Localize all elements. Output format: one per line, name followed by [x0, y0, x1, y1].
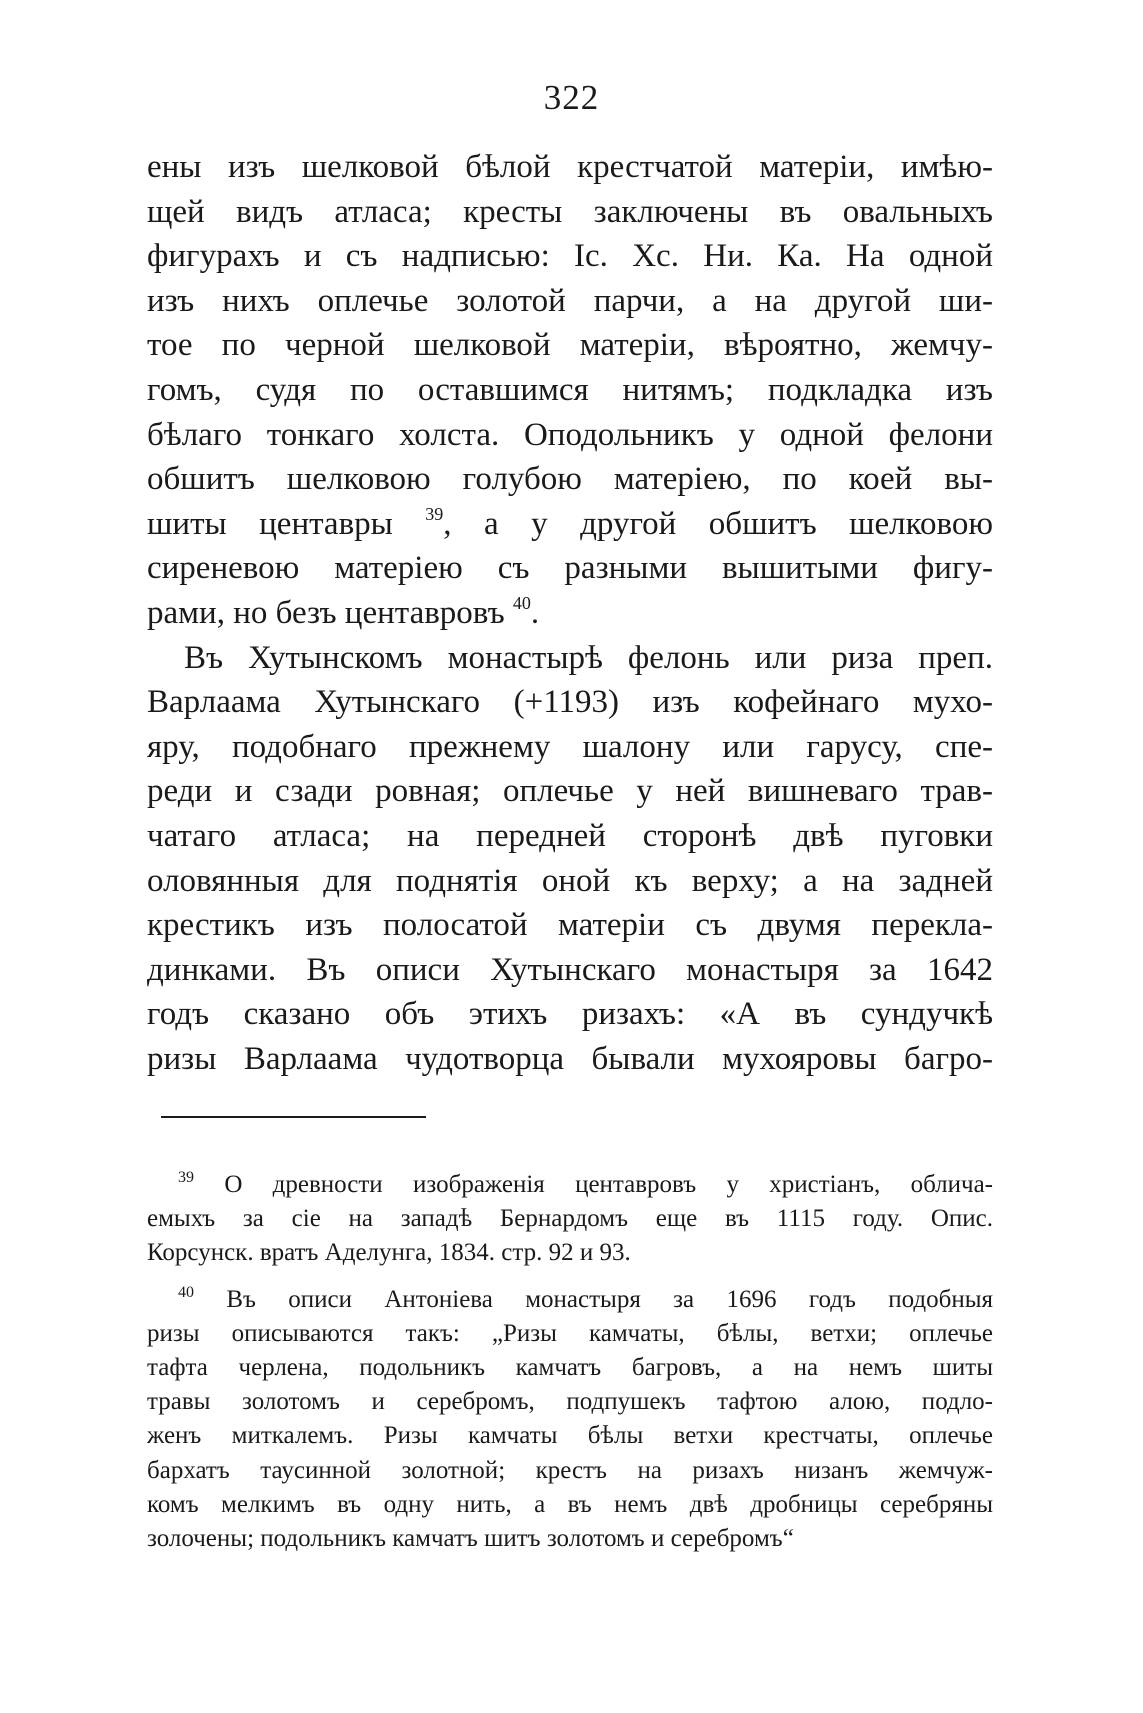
footnote-line: [147, 1283, 993, 1317]
text-line: сиреневою матеріею съ разными вышитыми фигу-: [147, 550, 993, 587]
text-line: тое по черной шелковой матеріи, вѣроятно, жемчу-: [147, 327, 993, 364]
footnote-reference-39[interactable]: 39: [425, 503, 444, 524]
footnote-line: травы золотомъ и серебромъ, подпушекъ тафтою алою, подло-: [147, 1388, 993, 1416]
footnotes-section: [147, 1168, 993, 1556]
main-text-body: [147, 145, 993, 1081]
text-segment: рами, но безъ центавровъ: [147, 594, 505, 631]
text-line: фигурахъ и съ надписью: Іс. Хс. Ни. Ка. На одной: [147, 238, 993, 275]
footnote-reference-40[interactable]: 40: [512, 592, 531, 613]
footnote-line: ризы описываются такъ: „Ризы камчаты, бѣлы, ветхи; оплечье: [147, 1319, 993, 1347]
footnote-marker: 39: [178, 1169, 194, 1186]
text-line: годъ сказано объ этихъ ризахъ: «А въ сундучкѣ: [147, 996, 993, 1033]
text-line: обшитъ шелковою голубою матеріею, по коей вы-: [147, 461, 993, 498]
text-line: [147, 591, 993, 636]
footnote-40: [147, 1283, 993, 1557]
footnote-divider: [161, 1116, 426, 1118]
text-line: ены изъ шелковой бѣлой крестчатой матеріи, имѣю-: [147, 149, 993, 185]
text-segment: .: [530, 594, 540, 631]
text-line: яру, подобнаго прежнему шалону или гарусу, спе-: [147, 728, 993, 765]
page-number: 322: [543, 78, 600, 117]
text-segment: О древности изображенія центавровъ у христіанъ, облича-: [224, 1171, 993, 1198]
text-line: Въ Хутынскомъ монастырѣ фелонь или риза преп.: [184, 639, 993, 676]
text-line: щей видъ атласа; кресты заключены въ овальныхъ: [147, 193, 993, 230]
text-line: Варлаама Хутынскаго (+1193) изъ кофейнаго мухо-: [147, 684, 993, 721]
text-segment: , а у другой обшитъ шелковою: [443, 505, 993, 542]
footnote-marker: 40: [178, 1283, 194, 1301]
text-line: изъ нихъ оплечье золотой парчи, а на другой ши-: [147, 282, 993, 319]
text-line: гомъ, судя по оставшимся нитямъ; подкладка изъ: [147, 371, 993, 408]
text-line: [147, 502, 993, 547]
footnote-line: тафта черлена, подольникъ камчатъ багровъ, а на немъ шиты: [147, 1353, 993, 1381]
footnote-line: женъ миткалемъ. Ризы камчаты бѣлы ветхи крестчаты, оплечье: [147, 1422, 993, 1450]
text-line: ризы Варлаама чудотворца бывали мухояровы багро-: [147, 1040, 993, 1077]
footnote-39: [147, 1168, 993, 1271]
footnote-line: бархатъ таусинной золотной; крестъ на ризахъ низанъ жемчуж-: [147, 1456, 993, 1484]
footnote-line: Корсунск. вратъ Аделунга, 1834. стр. 92 и 93.: [147, 1239, 631, 1267]
footnote-gap: [147, 1271, 993, 1283]
text-line: динками. Въ описи Хутынскаго монастыря за 1642: [147, 951, 993, 988]
text-line: оловянныя для поднятія оной къ верху; а на задней: [147, 862, 993, 899]
footnote-line: комъ мелкимъ въ одну нить, а въ немъ двѣ дробницы серебряны: [147, 1490, 993, 1518]
footnote-line: золочены; подольникъ камчатъ шитъ золотомъ и серебромъ“: [147, 1524, 794, 1552]
footnote-line: емыхъ за сіе на западѣ Бернардомъ еще въ 1115 году. Опис.: [147, 1205, 993, 1233]
text-segment: Въ описи Антоніева монастыря за 1696 годъ подобныя: [226, 1285, 993, 1313]
text-line: реди и сзади ровная; оплечье у ней вишневаго трав-: [147, 773, 993, 810]
text-line: бѣлаго тонкаго холста. Оподольникъ у одной фелони: [147, 416, 993, 453]
text-line: крестикъ изъ полосатой матеріи съ двумя перекла-: [147, 907, 993, 944]
text-line: чатаго атласа; на передней сторонѣ двѣ пуговки: [147, 817, 993, 854]
footnote-line: [147, 1168, 993, 1202]
text-segment: шиты центавры: [147, 505, 393, 542]
